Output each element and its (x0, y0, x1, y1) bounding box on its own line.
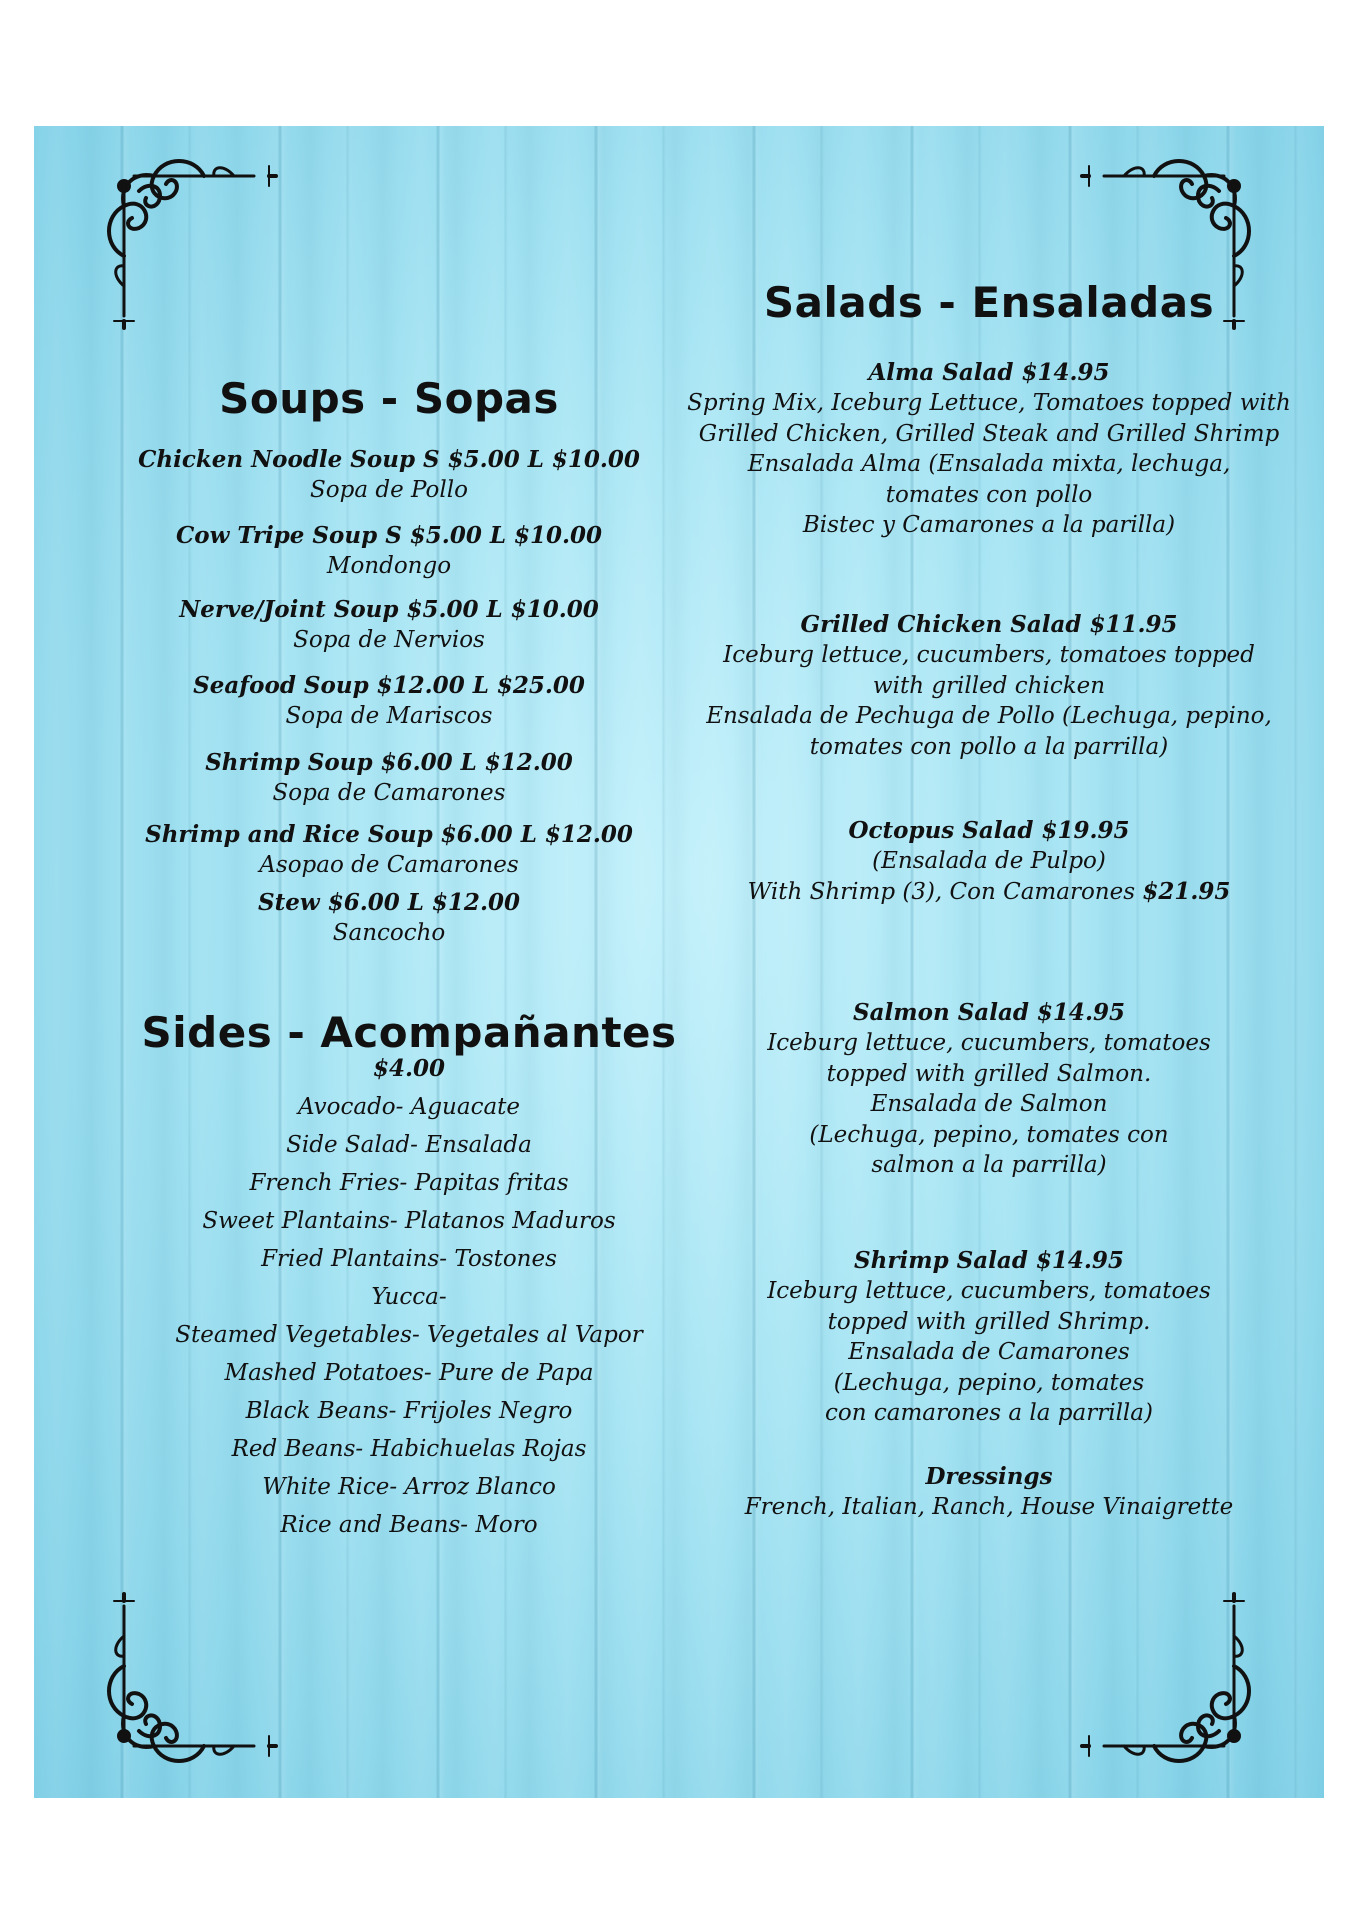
salad-item-name: Shrimp Salad $14.95 (854, 1247, 1124, 1274)
salad-item-name: Salmon Salad $14.95 (853, 999, 1125, 1026)
salad-item-desc (654, 877, 1324, 908)
list-item: Avocado- Aguacate (297, 1094, 521, 1120)
salad-item (654, 610, 1324, 762)
salad-item-desc: Bistec y Camarones a la parilla) (802, 512, 1176, 538)
salad-item-desc: salmon a la parrilla) (871, 1152, 1107, 1178)
soup-item (89, 445, 689, 505)
salad-item (654, 998, 1324, 1181)
salad-item-desc: Iceburg lettuce, cucumbers, tomatoes topped (723, 642, 1255, 668)
soup-item (89, 521, 689, 581)
soup-item-sub: Sopa de Nervios (293, 627, 485, 653)
list-item: Steamed Vegetables- Vegetales al Vapor (175, 1322, 643, 1348)
salad-item-desc: Iceburg lettuce, cucumbers, tomatoes (767, 1278, 1211, 1304)
salad-item-desc: Iceburg lettuce, cucumbers, tomatoes (767, 1030, 1211, 1056)
salad-item-desc: Ensalada de Pechuga de Pollo (Lechuga, pepino, (706, 703, 1272, 729)
salad-item-desc: (Lechuga, pepino, tomates (833, 1369, 1145, 1396)
soup-item-sub: Sancocho (332, 920, 446, 946)
soup-item (89, 595, 689, 655)
soup-item-name: Chicken Noodle Soup S $5.00 L $10.00 (138, 446, 640, 473)
menu-board (34, 126, 1324, 1798)
salads-section (654, 278, 1324, 328)
soup-item-sub: Sopa de Pollo (310, 477, 468, 503)
soup-item-sub: Sopa de Mariscos (285, 703, 493, 729)
list-item: White Rice- Arroz Blanco (262, 1474, 556, 1500)
soup-item-name: Nerve/Joint Soup $5.00 L $10.00 (179, 596, 599, 623)
ornamental-flourish-icon (94, 1586, 284, 1776)
soup-item-name: Cow Tripe Soup S $5.00 L $10.00 (175, 522, 603, 549)
salad-item-desc: Grilled Chicken, Grilled Steak and Grilled Shrimp (698, 420, 1280, 447)
dressings-list: French, Italian, Ranch, House Vinaigrette (744, 1494, 1234, 1520)
salad-item-desc: Ensalada de Camarones (848, 1339, 1130, 1365)
list-item: Side Salad- Ensalada (286, 1132, 532, 1158)
salad-item-desc: topped with grilled Salmon. (826, 1060, 1152, 1087)
salad-item-name: Grilled Chicken Salad $11.95 (800, 611, 1178, 638)
salad-item-desc: tomates con pollo (885, 481, 1093, 508)
sides-list (109, 1088, 709, 1544)
soup-item-name: Shrimp and Rice Soup $6.00 L $12.00 (145, 821, 633, 848)
list-item: Black Beans- Frijoles Negro (245, 1398, 573, 1424)
soup-item-name: Shrimp Soup $6.00 L $12.00 (205, 749, 573, 776)
list-item: Mashed Potatoes- Pure de Papa (224, 1360, 594, 1386)
soup-item (89, 888, 689, 948)
ornamental-flourish-icon (94, 146, 284, 336)
salad-item-desc: Ensalada de Salmon (870, 1091, 1108, 1117)
soups-section (89, 374, 689, 424)
soup-item (89, 820, 689, 880)
salad-item (654, 816, 1324, 907)
soup-item-sub: Mondongo (326, 553, 452, 579)
salad-item (654, 1246, 1324, 1429)
salad-item-desc: tomates con pollo a la parrilla) (809, 733, 1169, 760)
soup-item (89, 748, 689, 808)
sides-price: $4.00 (372, 1055, 446, 1082)
soup-item-name: Seafood Soup $12.00 L $25.00 (193, 672, 585, 699)
soup-item-sub: Sopa de Camarones (272, 780, 506, 806)
salad-extra-price: $21.95 (1142, 877, 1231, 905)
salad-item-desc: (Lechuga, pepino, tomates con (809, 1121, 1169, 1148)
salad-item-desc: con camarones a la parrilla) (825, 1400, 1153, 1426)
soups-title: Soups - Sopas (219, 374, 559, 423)
salads-title: Salads - Ensaladas (763, 278, 1215, 327)
list-item: Red Beans- Habichuelas Rojas (231, 1436, 587, 1462)
salad-item-desc: with grilled chicken (872, 672, 1106, 699)
soup-item (89, 671, 689, 731)
list-item: Sweet Plantains- Platanos Maduros (202, 1208, 616, 1234)
salad-item (654, 358, 1324, 541)
salad-item-desc: topped with grilled Shrimp. (827, 1308, 1151, 1335)
salad-item-name: Octopus Salad $19.95 (848, 817, 1130, 844)
salad-extra-text: With Shrimp (3), Con Camarones (747, 878, 1143, 905)
list-item: Fried Plantains- Tostones (261, 1246, 557, 1272)
salad-item-desc: (Ensalada de Pulpo) (872, 848, 1106, 874)
soup-item-sub: Asopao de Camarones (259, 852, 519, 878)
list-item: French Fries- Papitas fritas (249, 1170, 569, 1196)
list-item: Yucca- (371, 1284, 447, 1310)
salad-item-desc: Ensalada Alma (Ensalada mixta, lechuga, (747, 451, 1231, 477)
ornamental-flourish-icon (1074, 1586, 1264, 1776)
dressings-section (654, 1462, 1324, 1523)
list-item: Rice and Beans- Moro (280, 1512, 538, 1538)
sides-title: Sides - Acompañantes (141, 1008, 677, 1057)
dressings-title: Dressings (925, 1463, 1053, 1490)
sides-section (109, 1008, 709, 1544)
soup-item-name: Stew $6.00 L $12.00 (258, 889, 520, 916)
salad-item-name: Alma Salad $14.95 (868, 359, 1110, 386)
salad-item-desc: Spring Mix, Iceburg Lettuce, Tomatoes topped with (687, 390, 1291, 416)
